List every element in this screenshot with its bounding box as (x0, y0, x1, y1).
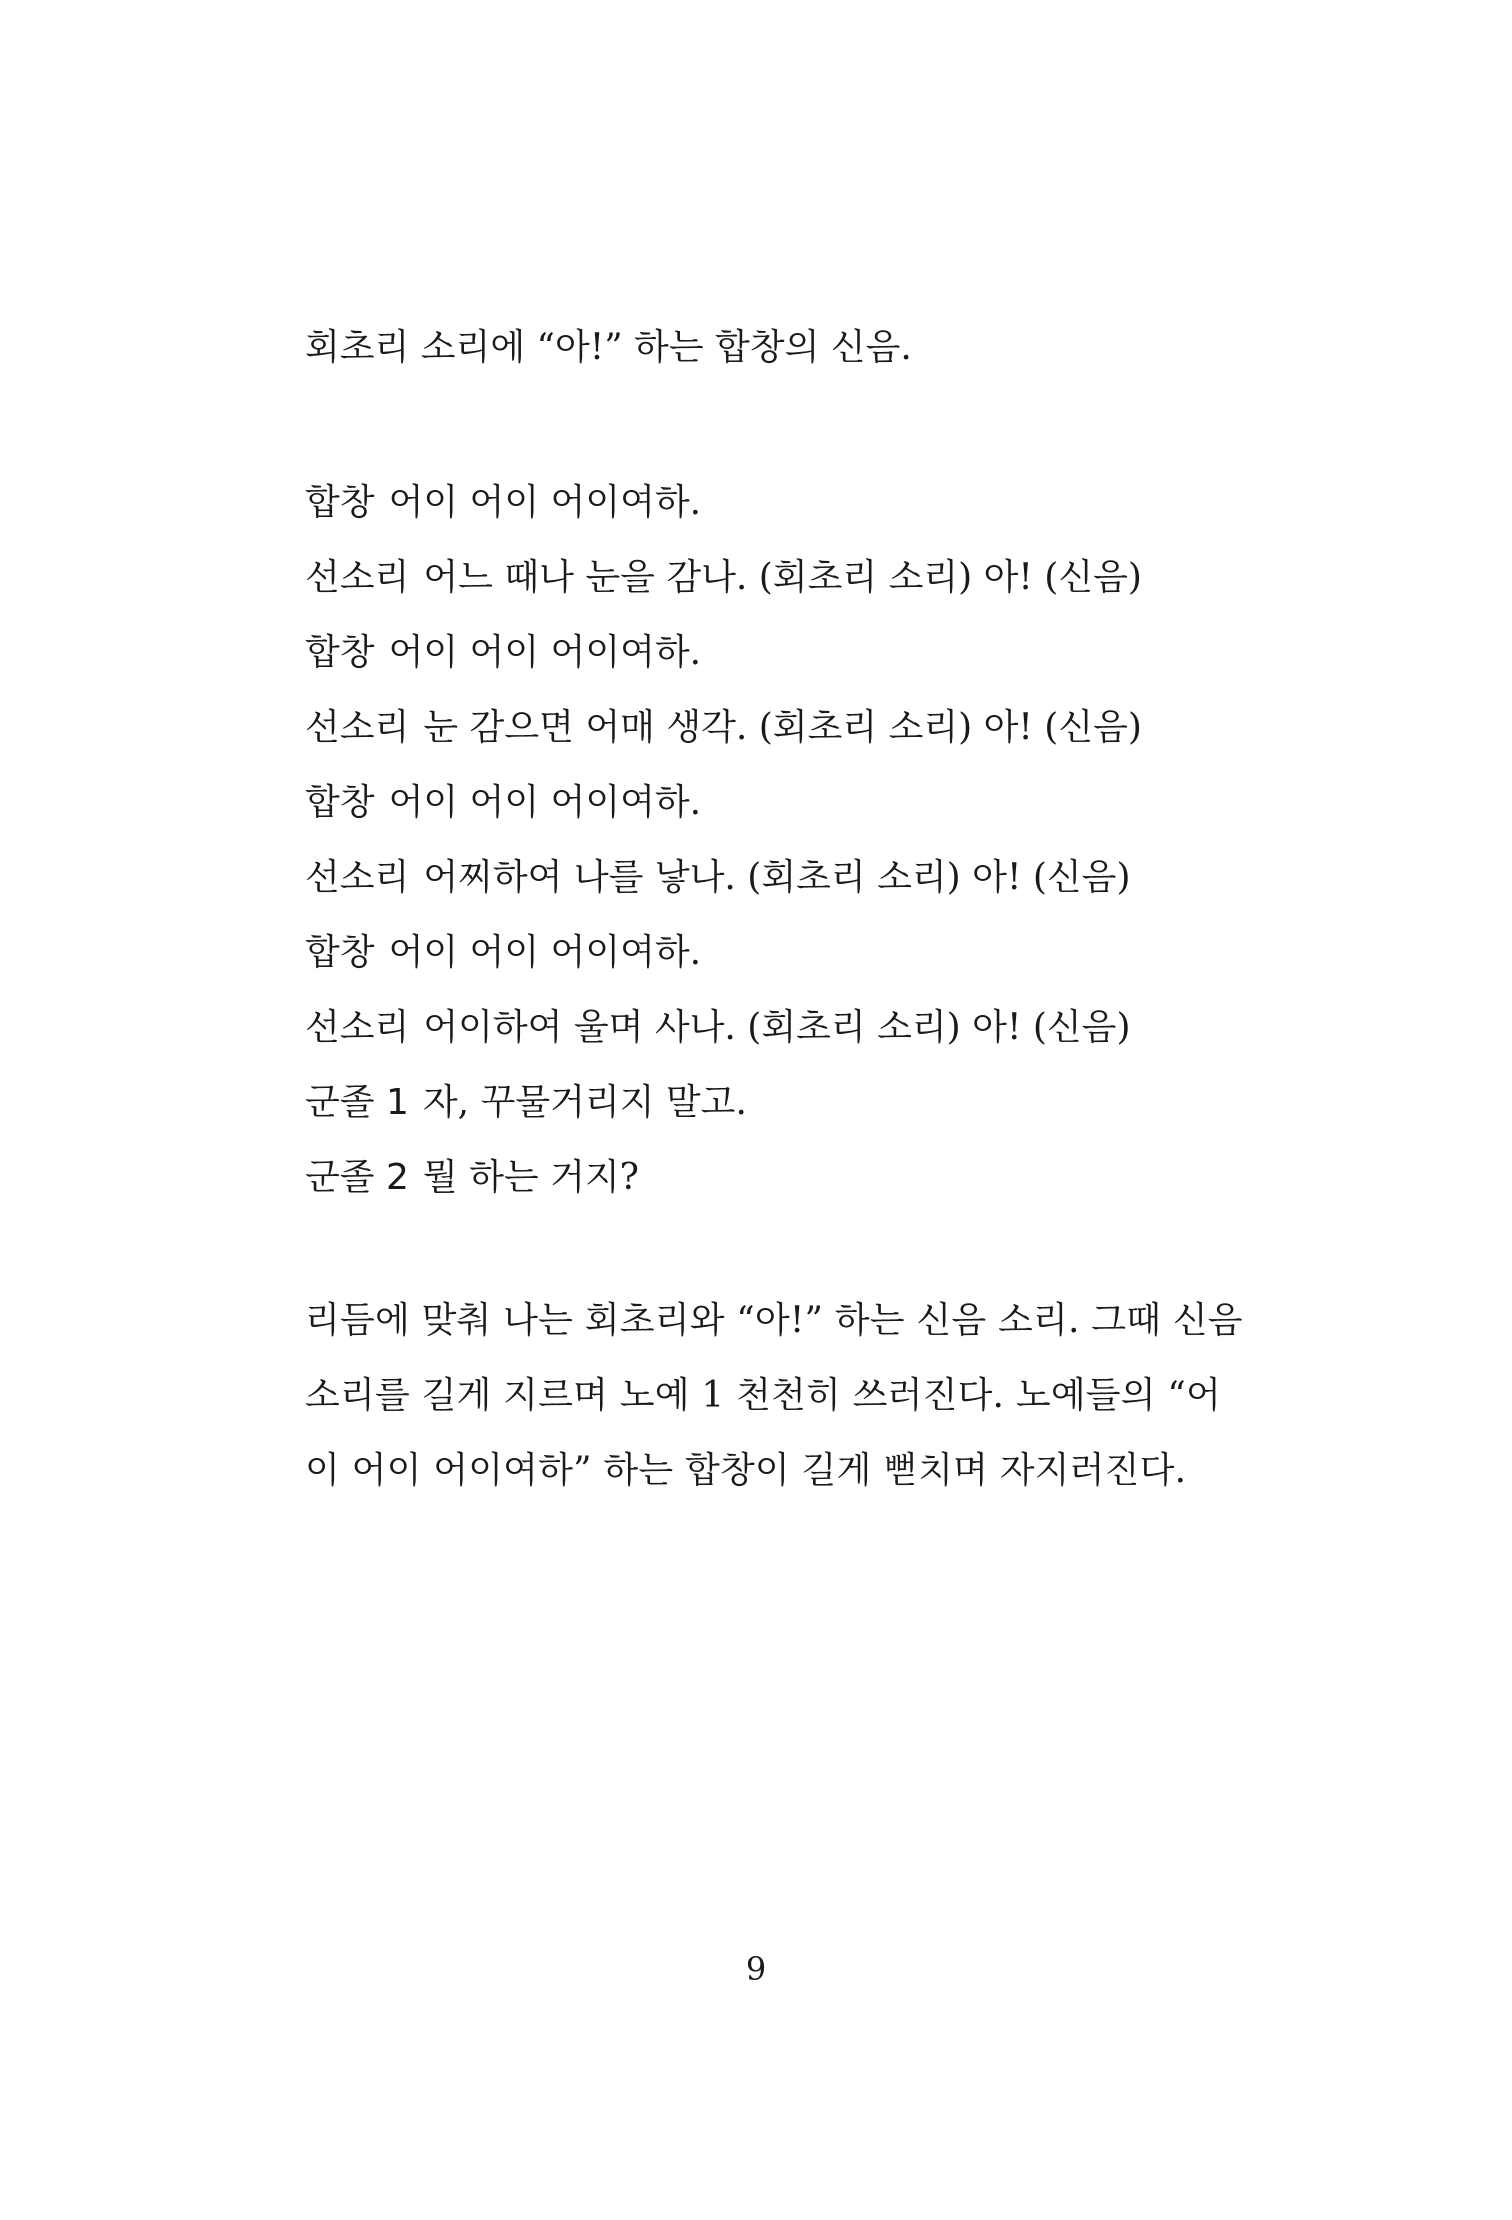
speech-text: 어이 어이 어이여하. (388, 632, 702, 673)
speaker-label: 선소리 (305, 1007, 410, 1048)
dialogue-line (305, 690, 1245, 765)
speech-text: 자, 꾸물거리지 말고. (422, 1082, 747, 1123)
stage-direction-line: 리듬에 맞춰 나는 회초리와 “아!” 하는 신음 소리. 그때 신음 (305, 1300, 1243, 1341)
dialogue-line (305, 540, 1245, 615)
dialogue-line (305, 615, 1245, 690)
stage-direction-line: 이 어이 어이여하” 하는 합창이 길게 뻗치며 자지러진다. (305, 1450, 1187, 1491)
page-number: 9 (745, 1950, 767, 1988)
speech-text: 어이 어이 어이여하. (388, 782, 702, 823)
dialogue-block (305, 465, 1245, 1215)
speaker-label: 합창 (305, 482, 375, 523)
speech-text: 어이 어이 어이여하. (388, 932, 702, 973)
speech-text: 어찌하여 나를 낳나. (회초리 소리) 아! (신음) (423, 857, 1131, 898)
speaker-label: 선소리 (305, 707, 410, 748)
speech-text: 어느 때나 눈을 감나. (회초리 소리) 아! (신음) (423, 557, 1142, 598)
stage-direction-top (305, 310, 1245, 385)
speaker-label: 군졸 1 (305, 1082, 409, 1123)
speech-text: 눈 감으면 어매 생각. (회초리 소리) 아! (신음) (423, 707, 1142, 748)
speaker-label: 선소리 (305, 557, 410, 598)
speaker-label: 선소리 (305, 857, 410, 898)
stage-direction-line: 회초리 소리에 “아!” 하는 합창의 신음. (305, 327, 912, 368)
speech-text: 어이 어이 어이여하. (388, 482, 702, 523)
speech-text: 어이하여 울며 사나. (회초리 소리) 아! (신음) (423, 1007, 1131, 1048)
dialogue-line (305, 990, 1245, 1065)
speaker-label: 합창 (305, 782, 375, 823)
dialogue-line (305, 465, 1245, 540)
stage-direction-bottom (305, 1283, 1250, 1508)
dialogue-line (305, 915, 1245, 990)
speaker-label: 합창 (305, 932, 375, 973)
speaker-label: 군졸 2 (305, 1157, 409, 1198)
speaker-label: 합창 (305, 632, 375, 673)
dialogue-line (305, 1140, 1245, 1215)
speech-text: 뭘 하는 거지? (422, 1157, 639, 1198)
dialogue-line (305, 840, 1245, 915)
stage-direction-line: 소리를 길게 지르며 노예 1 천천히 쓰러진다. 노예들의 “어 (305, 1375, 1221, 1416)
dialogue-line (305, 1065, 1245, 1140)
dialogue-line (305, 765, 1245, 840)
